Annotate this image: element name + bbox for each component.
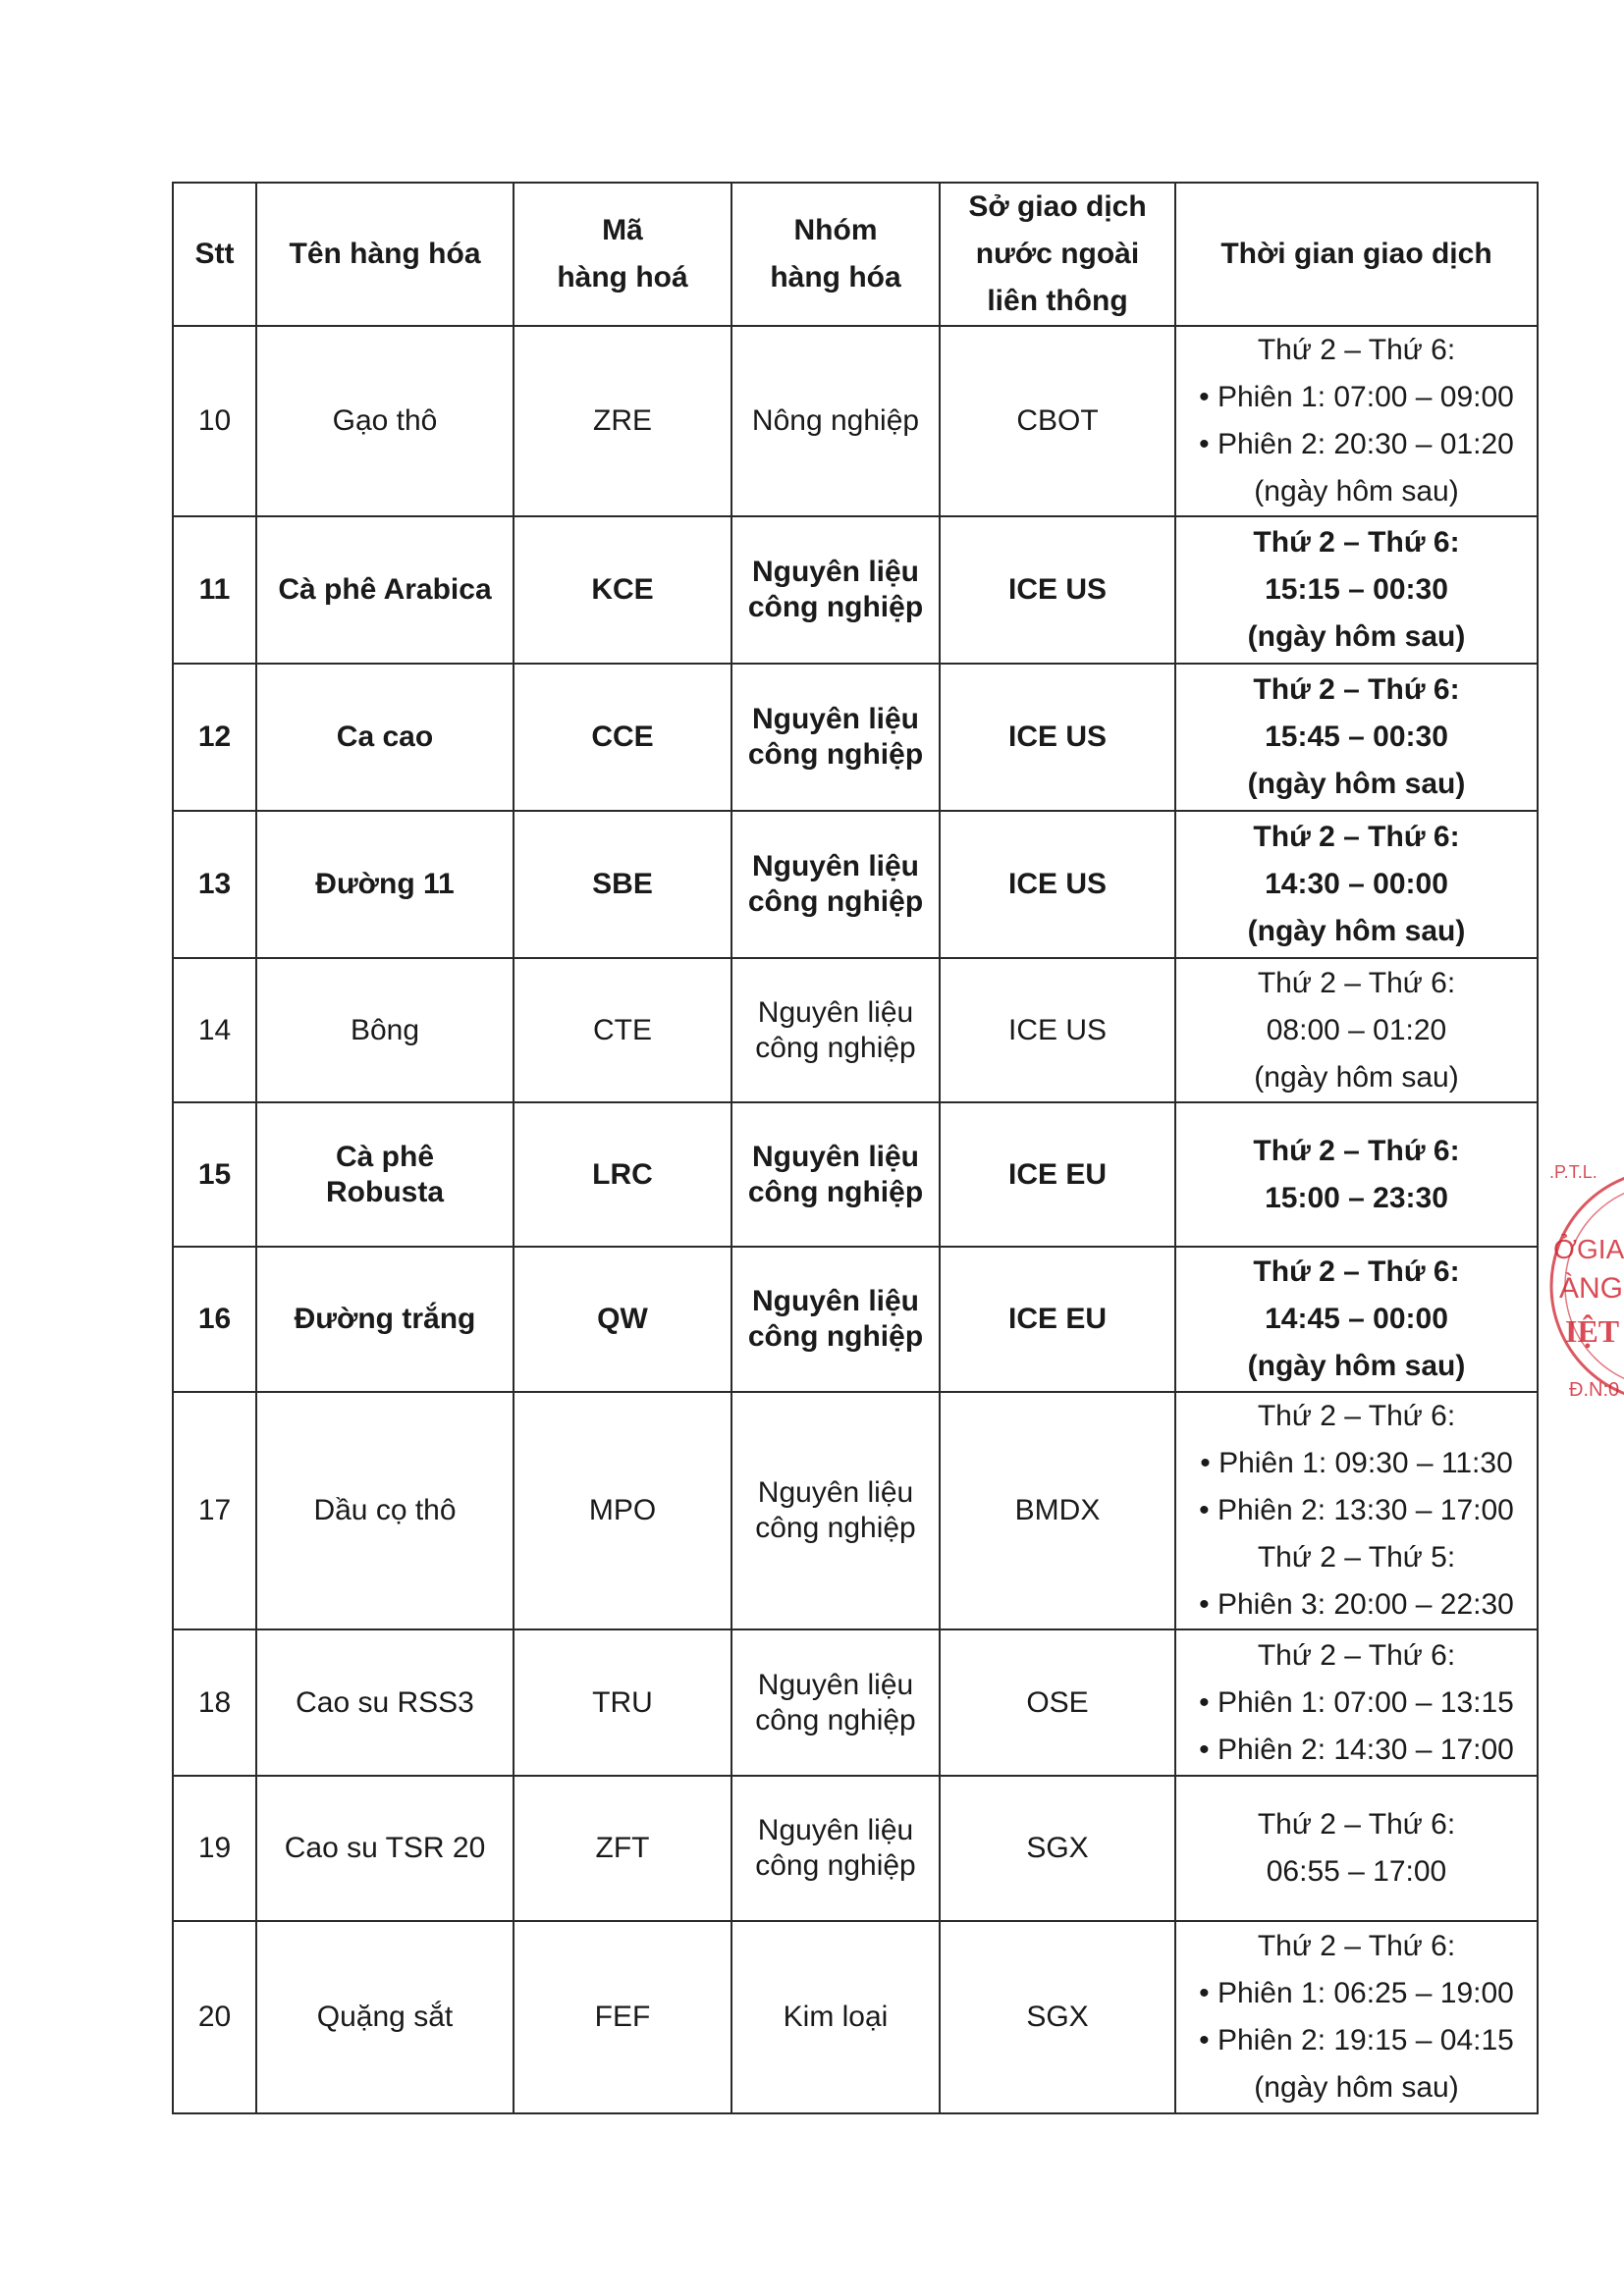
stt-text: 16 <box>197 1303 232 1335</box>
stt-cell <box>173 1776 256 1921</box>
exchange-cell <box>940 958 1175 1102</box>
exchange-text: SGX <box>1026 1832 1089 1864</box>
trading-time-text: (ngày hôm sau) <box>1247 915 1466 947</box>
trading-time-text: 15:00 – 23:30 <box>1265 1181 1448 1214</box>
exchange-cell <box>940 1102 1175 1247</box>
svg-text:ÀNG: ÀNG <box>1559 1272 1624 1305</box>
trading-time-text: (ngày hôm sau) <box>1247 768 1466 800</box>
commodity-name-cell <box>256 958 514 1102</box>
exchange-cell <box>940 516 1175 664</box>
commodity-name-cell <box>256 326 514 516</box>
commodity-group-text: Nguyên liệu <box>757 995 914 1029</box>
commodity-group-text: công nghiệp <box>755 1512 916 1544</box>
trading-time-text: 15:45 – 00:30 <box>1265 721 1448 753</box>
commodity-name-text: Cà phê <box>335 1140 435 1173</box>
commodity-group-cell <box>731 1247 940 1392</box>
table-row <box>173 1102 1538 1247</box>
header-group: Nhóm hàng hóa <box>731 183 940 326</box>
commodity-code-cell <box>514 1921 731 2113</box>
table-row <box>173 811 1538 958</box>
commodity-name-text: Gạo thô <box>332 404 438 437</box>
commodity-code-text: LRC <box>592 1157 653 1191</box>
commodity-group-cell <box>731 811 940 958</box>
commodity-name-text: Đường trắng <box>294 1303 476 1335</box>
stt-text: 18 <box>197 1685 232 1719</box>
commodity-group-text: Nguyên liệu <box>751 1140 920 1173</box>
svg-text:Đ.N:0: Đ.N:0 <box>1569 1379 1620 1401</box>
commodity-code-cell <box>514 1776 731 1921</box>
exchange-cell <box>940 1776 1175 1921</box>
stt-text: 17 <box>197 1494 232 1526</box>
header-stt: Stt <box>173 183 256 326</box>
trading-time-text: 14:30 – 00:00 <box>1265 868 1448 900</box>
trading-time-text: • Phiên 2: 13:30 – 17:00 <box>1199 1494 1514 1526</box>
commodity-code-text: MPO <box>588 1494 657 1526</box>
commodity-name-text: Quặng sắt <box>316 2001 454 2033</box>
commodity-code-text: ZRE <box>593 404 652 437</box>
commodity-code-cell <box>514 1247 731 1392</box>
commodity-group-text: Nguyên liệu <box>751 1285 920 1317</box>
commodity-code-text: KCE <box>591 573 654 606</box>
stt-cell <box>173 1921 256 2113</box>
exchange-text: CBOT <box>1016 404 1099 437</box>
commodity-code-text: ZFT <box>595 1832 650 1864</box>
svg-text:IỆT: IỆT <box>1565 1313 1620 1349</box>
trading-time-cell <box>1175 1629 1538 1776</box>
commodity-group-cell <box>731 1629 940 1776</box>
commodity-group-cell <box>731 1776 940 1921</box>
trading-time-text: Thứ 2 – Thứ 6: <box>1257 966 1456 999</box>
commodity-group-text: công nghiệp <box>755 1849 916 1882</box>
exchange-cell <box>940 664 1175 811</box>
commodity-group-text: Nguyên liệu <box>757 1814 914 1846</box>
commodity-name-text: Cao su TSR 20 <box>284 1832 486 1864</box>
trading-time-text: • Phiên 1: 07:00 – 09:00 <box>1199 381 1514 413</box>
commodity-group-text: Nguyên liệu <box>757 1668 914 1701</box>
trading-time-cell <box>1175 1102 1538 1247</box>
trading-time-text: • Phiên 1: 06:25 – 19:00 <box>1199 1977 1514 2009</box>
trading-time-cell <box>1175 1247 1538 1392</box>
trading-time-cell <box>1175 516 1538 664</box>
commodity-code-cell <box>514 958 731 1102</box>
commodity-group-text: Nông nghiệp <box>751 404 920 437</box>
header-row <box>173 183 1538 326</box>
trading-time-text: 06:55 – 17:00 <box>1266 1855 1447 1888</box>
commodity-code-text: FEF <box>594 2001 651 2033</box>
header-exchange: Sở giao dịch nước ngoài liên thông <box>940 183 1175 326</box>
exchange-cell <box>940 1247 1175 1392</box>
trading-time-text: • Phiên 1: 09:30 – 11:30 <box>1200 1447 1513 1479</box>
header-name: Tên hàng hóa <box>256 183 514 326</box>
commodity-name-text: Đường 11 <box>315 868 455 900</box>
table-row <box>173 326 1538 516</box>
commodity-group-cell <box>731 664 940 811</box>
exchange-text: ICE US <box>1007 1013 1108 1046</box>
commodity-group-text: công nghiệp <box>747 738 924 771</box>
commodity-code-cell <box>514 1629 731 1776</box>
commodity-name-cell <box>256 1776 514 1921</box>
commodity-code-text: CTE <box>593 1013 652 1046</box>
commodity-name-cell <box>256 664 514 811</box>
trading-time-cell <box>1175 1776 1538 1921</box>
commodity-name-cell <box>256 811 514 958</box>
commodity-group-text: công nghiệp <box>747 885 924 918</box>
commodity-code-cell <box>514 326 731 516</box>
stt-cell <box>173 811 256 958</box>
exchange-text: OSE <box>1026 1685 1089 1719</box>
commodity-code-text: QW <box>597 1303 648 1335</box>
stt-cell <box>173 664 256 811</box>
svg-text:ỞGIA: ỞGIA <box>1553 1234 1624 1264</box>
commodity-group-text: Nguyên liệu <box>751 703 920 735</box>
commodity-group-text: công nghiệp <box>755 1703 916 1736</box>
commodity-name-cell <box>256 1921 514 2113</box>
trading-time-text: 15:15 – 00:30 <box>1265 573 1448 606</box>
stt-text: 11 <box>198 573 231 606</box>
commodity-name-cell <box>256 516 514 664</box>
commodity-name-text: Bông <box>350 1013 420 1046</box>
trading-time-text: Thứ 2 – Thứ 6: <box>1257 1930 1456 1962</box>
exchange-text: ICE US <box>1007 573 1108 606</box>
stt-text: 13 <box>197 868 232 900</box>
stt-text: 15 <box>197 1157 232 1191</box>
trading-time-text: Thứ 2 – Thứ 6: <box>1257 1808 1456 1841</box>
commodity-name-text: Ca cao <box>336 721 434 753</box>
trading-time-cell <box>1175 326 1538 516</box>
exchange-text: SGX <box>1026 2001 1089 2033</box>
commodity-group-cell <box>731 958 940 1102</box>
table-row <box>173 664 1538 811</box>
stt-cell <box>173 1102 256 1247</box>
commodity-group-text: Kim loại <box>783 2001 889 2033</box>
commodity-code-cell <box>514 1392 731 1629</box>
table-row <box>173 1392 1538 1629</box>
trading-time-text: 14:45 – 00:00 <box>1265 1303 1448 1335</box>
exchange-cell <box>940 1921 1175 2113</box>
trading-time-cell <box>1175 811 1538 958</box>
commodity-group-text: công nghiệp <box>747 1320 924 1353</box>
stt-cell <box>173 326 256 516</box>
commodity-name-text: Robusta <box>326 1175 444 1208</box>
stt-cell <box>173 1629 256 1776</box>
svg-text:.P.T.L.: .P.T.L. <box>1549 1162 1597 1182</box>
header-trading-time: Thời gian giao dịch <box>1175 183 1538 326</box>
trading-time-cell <box>1175 1392 1538 1629</box>
trading-time-text: (ngày hôm sau) <box>1247 1350 1466 1382</box>
commodity-code-text: SBE <box>592 868 653 900</box>
exchange-text: ICE EU <box>1007 1157 1108 1191</box>
table-body <box>173 326 1538 2113</box>
stt-text: 12 <box>197 721 232 753</box>
trading-time-text: Thứ 2 – Thứ 6: <box>1253 526 1460 559</box>
trading-time-text: Thứ 2 – Thứ 5: <box>1257 1541 1456 1574</box>
commodity-group-cell <box>731 1921 940 2113</box>
commodity-code-text: CCE <box>591 721 654 753</box>
commodity-group-text: công nghiệp <box>747 591 924 623</box>
stt-cell <box>173 1392 256 1629</box>
trading-time-text: (ngày hôm sau) <box>1247 620 1466 653</box>
commodity-group-text: Nguyên liệu <box>757 1476 914 1509</box>
stt-text: 19 <box>197 1832 232 1864</box>
commodity-group-text: Nguyên liệu <box>751 850 920 882</box>
trading-time-cell <box>1175 664 1538 811</box>
commodity-code-cell <box>514 516 731 664</box>
commodity-group-cell <box>731 1102 940 1247</box>
trading-time-text: (ngày hôm sau) <box>1254 475 1459 507</box>
trading-time-text: Thứ 2 – Thứ 6: <box>1253 673 1460 706</box>
commodity-name-cell <box>256 1102 514 1247</box>
commodity-name-text: Cà phê Arabica <box>278 573 492 606</box>
stt-text: 14 <box>197 1013 232 1046</box>
commodity-name-cell <box>256 1392 514 1629</box>
exchange-cell <box>940 326 1175 516</box>
trading-time-text: Thứ 2 – Thứ 6: <box>1257 334 1456 366</box>
commodity-group-cell <box>731 326 940 516</box>
commodity-group-text: công nghiệp <box>747 1175 924 1208</box>
commodity-name-text: Dầu cọ thô <box>313 1494 457 1526</box>
stt-cell <box>173 958 256 1102</box>
commodity-name-text: Cao su RSS3 <box>296 1685 474 1719</box>
table-row <box>173 1921 1538 2113</box>
exchange-text: ICE EU <box>1007 1303 1108 1335</box>
commodity-name-cell <box>256 1247 514 1392</box>
exchange-cell <box>940 1392 1175 1629</box>
stt-cell <box>173 1247 256 1392</box>
header-code: Mã hàng hoá <box>514 183 731 326</box>
exchange-cell <box>940 811 1175 958</box>
trading-time-text: • Phiên 1: 07:00 – 13:15 <box>1199 1685 1514 1719</box>
trading-time-cell <box>1175 1921 1538 2113</box>
stt-text: 20 <box>197 2001 232 2033</box>
trading-time-cell <box>1175 958 1538 1102</box>
table-row <box>173 1629 1538 1776</box>
red-seal-stamp <box>1540 1139 1624 1433</box>
commodity-code-cell <box>514 664 731 811</box>
trading-time-text: • Phiên 2: 19:15 – 04:15 <box>1199 2024 1514 2056</box>
table-row <box>173 1776 1538 1921</box>
stt-text: 10 <box>197 404 232 437</box>
commodity-code-cell <box>514 1102 731 1247</box>
exchange-text: ICE US <box>1007 721 1108 753</box>
commodity-group-cell <box>731 1392 940 1629</box>
commodity-code-cell <box>514 811 731 958</box>
table-row <box>173 516 1538 664</box>
stt-cell <box>173 516 256 664</box>
exchange-cell <box>940 1629 1175 1776</box>
trading-time-text: • Phiên 2: 20:30 – 01:20 <box>1199 428 1514 460</box>
exchange-text: BMDX <box>1014 1494 1101 1526</box>
trading-time-text: (ngày hôm sau) <box>1254 2071 1459 2104</box>
commodity-trading-table <box>172 182 1539 2114</box>
commodity-group-cell <box>731 516 940 664</box>
commodity-code-text: TRU <box>592 1685 653 1719</box>
trading-time-text: Thứ 2 – Thứ 6: <box>1253 821 1460 853</box>
trading-time-text: 08:00 – 01:20 <box>1266 1013 1447 1046</box>
trading-time-text: (ngày hôm sau) <box>1254 1060 1459 1094</box>
table-row <box>173 958 1538 1102</box>
table-row <box>173 1247 1538 1392</box>
trading-time-text: Thứ 2 – Thứ 6: <box>1253 1134 1460 1167</box>
trading-time-text: • Phiên 2: 14:30 – 17:00 <box>1199 1733 1514 1766</box>
commodity-group-text: công nghiệp <box>755 1031 916 1064</box>
trading-time-text: Thứ 2 – Thứ 6: <box>1257 1638 1456 1672</box>
trading-time-text: Thứ 2 – Thứ 6: <box>1257 1400 1456 1432</box>
commodity-group-text: Nguyên liệu <box>751 556 920 588</box>
commodity-name-cell <box>256 1629 514 1776</box>
trading-time-text: • Phiên 3: 20:00 – 22:30 <box>1199 1588 1514 1621</box>
exchange-text: ICE US <box>1007 868 1108 900</box>
trading-time-text: Thứ 2 – Thứ 6: <box>1253 1255 1460 1288</box>
